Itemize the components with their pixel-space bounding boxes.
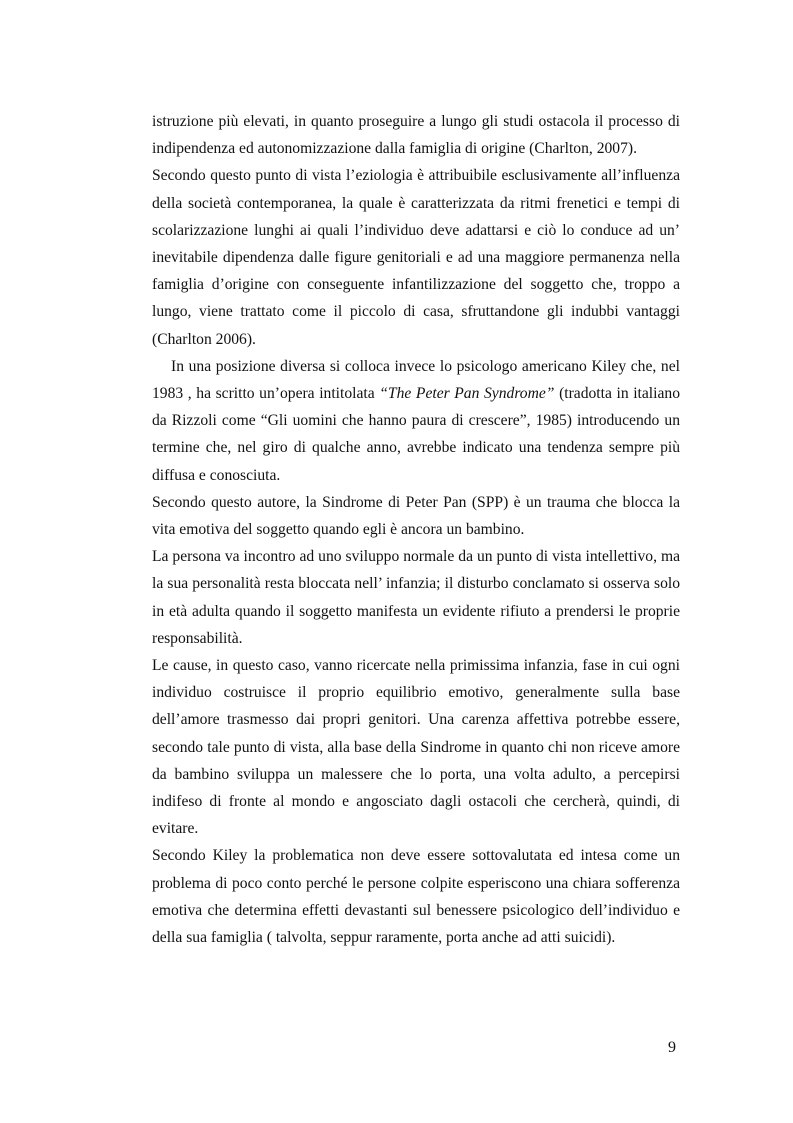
book-title: “The Peter Pan Syndrome”: [379, 385, 555, 403]
body-text: [152, 108, 680, 951]
paragraph-kiley: [152, 353, 680, 489]
paragraph-continuation: istruzione più elevati, in quanto proseguire a lungo gli studi ostacola il processo di indipendenza ed autonomizzazione dalla famiglia di origine (Charlton, 2007).: [152, 113, 680, 158]
paragraph-development: La persona va incontro ad uno sviluppo normale da un punto di vista intellettivo, ma la sua personalità resta bloccata nell’ infanzia; il disturbo conclamato si osserva solo in età adulta quando il soggetto manifesta un evidente rifiuto a prendersi le proprie responsabilità.: [152, 548, 680, 647]
paragraph-eziologia: Secondo questo punto di vista l’eziologia è attribuibile esclusivamente all’influenza della società contemporanea, la quale è caratterizzata da ritmi frenetici e tempi di scolarizzazione lunghi ai quali l’individuo deve adattarsi e ciò lo conduce ad un’ inevitabile dipendenza dalle figure genitoriali e ad una maggiore permanenza nella famiglia d’origine con conseguente infantilizzazione del soggetto che, troppo a lungo, viene trattato come il piccolo di casa, sfruttandone gli indubbi vantaggi (Charlton 2006).: [152, 167, 680, 348]
paragraph-kiley-text-end: (tradotta in italiano da Rizzoli come “Gli uomini che hanno paura di crescere”, 1985) introducendo un termine che, nel giro di qualche anno, avrebbe indicato una tendenza sempre più diffusa e conosciuta.: [152, 385, 680, 484]
paragraph-kiley-text-start: In una posizione diversa si colloca invece lo psicologo americano Kiley che, nel 1983 , ha scritto un’opera intitolata: [152, 357, 680, 403]
paragraph-causes: Le cause, in questo caso, vanno ricercate nella primissima infanzia, fase in cui ogni individuo costruisce il proprio equilibrio emotivo, generalmente sulla base dell’amore trasmesso dai propri genitori. Una carenza affettiva potrebbe essere, secondo tale punto di vista, alla base della Sindrome in quanto chi non riceve amore da bambino sviluppa un malessere che lo porta, una volta adulto, a percepirsi indifeso di fronte al mondo e angosciato dagli ostacoli che cercherà, quindi, di evitare.: [152, 657, 680, 838]
paragraph-consequences: Secondo Kiley la problematica non deve essere sottovalutata ed intesa come un problema di poco conto perché le persone colpite esperiscono una chiara sofferenza emotiva che determina effetti devastanti sul benessere psicologico dell’individuo e della sua famiglia ( talvolta, seppur raramente, porta anche ad atti suicidi).: [152, 847, 680, 947]
page-number: 9: [668, 1039, 676, 1056]
paragraph-spp-definition: Secondo questo autore, la Sindrome di Peter Pan (SPP) è un trauma che blocca la vita emotiva del soggetto quando egli è ancora un bambino.: [152, 493, 680, 539]
